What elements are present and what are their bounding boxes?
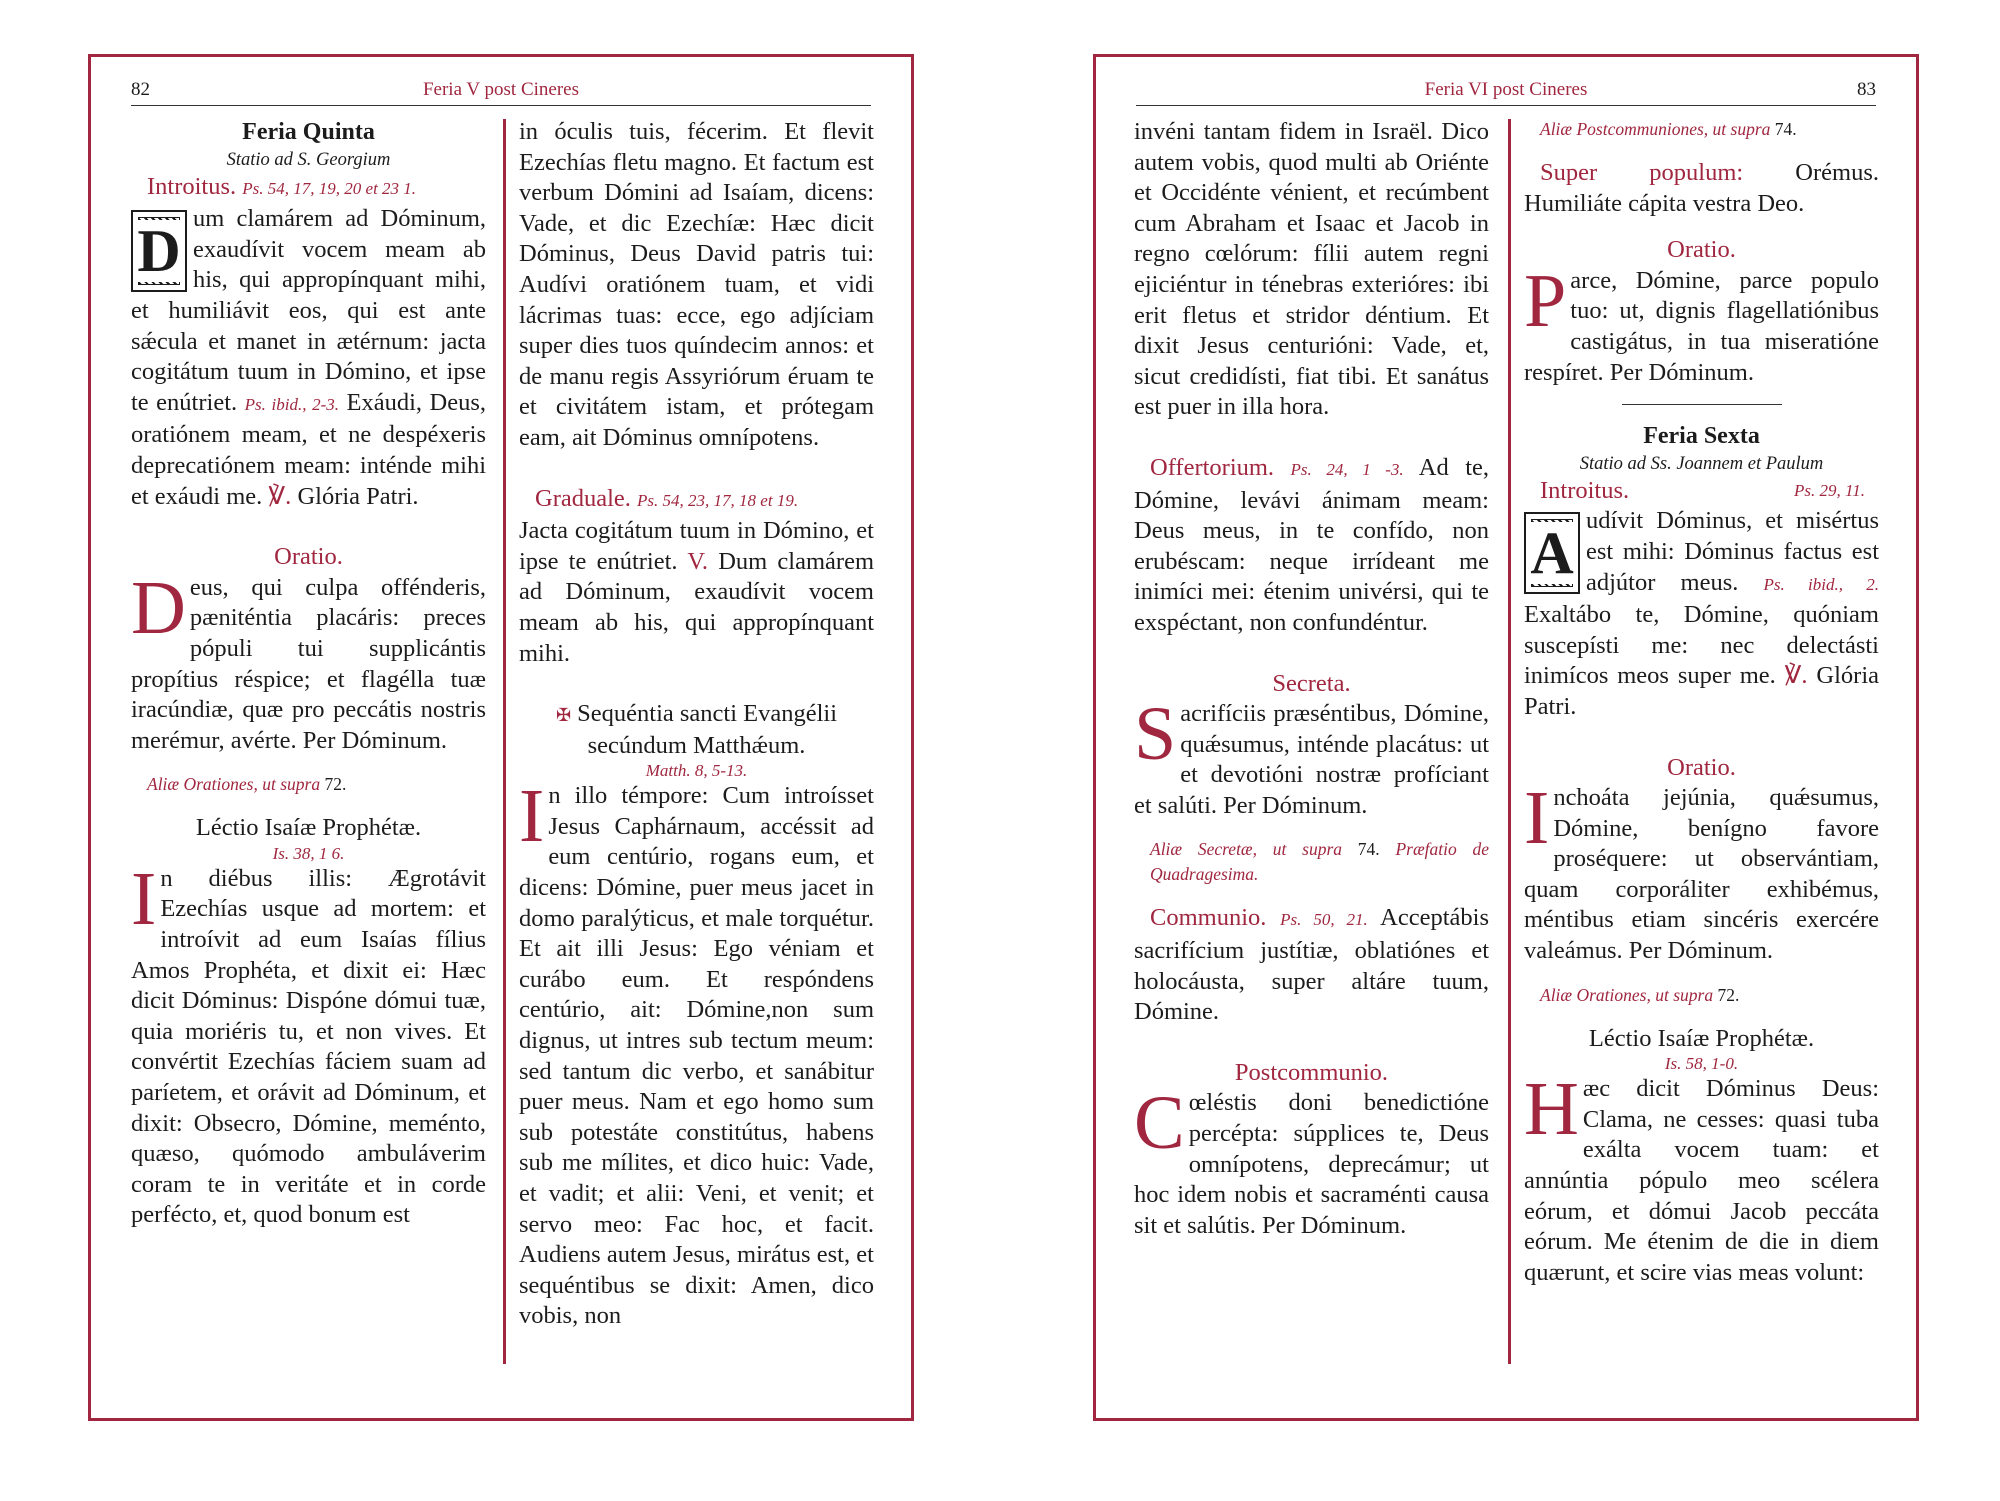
evangelium-ref: Matth. 8, 5-13. <box>645 761 748 781</box>
secreta-text: S acrifíciis præséntibus, Dómine, quǽsumus, inténde placátus: ut et devotióni nostræ profíciant et salúti. Per Dóminum. <box>1134 692 1489 819</box>
column-rule <box>1508 119 1511 1364</box>
drop-cap: H <box>1524 1067 1579 1152</box>
drop-cap: D <box>131 565 186 650</box>
oratio-text: P arce, Dómine, parce populo tuo: ut, dignis flagellatiónibus castigátus, in tua miseratióne respíret. Per Dóminum. <box>1524 258 1879 386</box>
lectio-ref: Is. 38, 1 6. <box>272 843 345 863</box>
right-page <box>1093 54 1919 1421</box>
cross-icon: ✠ <box>555 705 572 726</box>
column-rule <box>503 119 506 1364</box>
oratio-heading-2: Oratio. <box>1667 753 1736 781</box>
feria-title: Feria Quinta <box>242 119 375 145</box>
introitus-text: A udívit Dóminus, et misértus est mihi: Dóminus factus est adjútor meus. Ps. ibid., 2. Exaltábo te, Dómine, quóniam suscepísti me: nec delectásti inimícos meos super me. ℣. Glória Patri. <box>1524 507 1879 720</box>
aliae-note: Aliæ Secretæ, ut supra 74. Præfatio de Quadragesima. <box>1150 839 1490 885</box>
postcommunio-heading: Postcommunio. <box>1234 1058 1389 1086</box>
continued-text: in óculis tuis, fécerim. Et flevit Ezechías fletu magno. Et factum est verbum Dómini ad Isaíam, dicens: Vade, et dic Ezechíæ: Hæc dicit Dóminus, Deus David patris tui: Audívi oratiónem tuam, et vidi lácrimas tuas: ecce, ego adjíciam super dies tuos quíndecim annos: et de manu regis Assyriórum éruam te et civitátem istam, et prótegam eam, ait Dóminus omnípotens. <box>519 118 874 451</box>
right-column-1 <box>1134 117 1489 1241</box>
continued-text: invéni tantam fidem in Israël. Dico autem vobis, quod multi ab Oriénte et Occidénte vénient, et recúmbent cum Abraham et Isaac et Jacob in regno cœlórum: fílii autem regni ejiciéntur in ténebras exterióres: ibi erit fletus et stridor déntium. Et dixit Jesus centurióni: Vade, et, sicut credidísti, fiat tibi. Et sanátus est puer in illa hora. <box>1134 118 1489 421</box>
drop-cap: I <box>131 856 157 941</box>
graduale-text: Jacta cogitátum tuum in Dómino, et ipse te enútriet. V. Dum clamárem ad Dóminum, exaudívit vocem meam ab his, qui appropínquant mihi. <box>519 517 874 667</box>
right-column-2 <box>1524 117 1879 1288</box>
aliae-note: Aliæ Orationes, ut supra 72. <box>1540 984 1740 1005</box>
lectio-text: I n diébus illis: Ægrotávit Ezechías usque ad mortem: et introívit ad eum Isaías fílius Amos Prophéta, et dixit ei: Hæc dicit Dóminus: Dispóne dómui tuæ, quia moriéris tu, et non vives. Et convértit Ezechías fáciem suam ad paríetem, et orávit ad Dóminum, et dixit: Obsecro, Dómine, meménto, quæso, quómodo ambuláverim coram te in veritáte et in corde perfécto, et, quod bonum est <box>131 856 486 1229</box>
offertorium: Offertorium. Ps. 24, 1 -3. Ad te, Dómine, levávi ánimam meam: Deus meus, in te confído, non erubéscam: neque irrídeant me inimíci mei: étenim univérsi, qui te exspéctant, non confundéntur. <box>1134 453 1490 636</box>
running-title: Feria VI post Cineres <box>1424 79 1588 100</box>
running-head <box>1136 75 1876 106</box>
introitus-text: D um clamárem ad Dóminum, exaudívit vocem meam ab his, qui appropínquant mihi, et humiliávit eos, qui est ante sǽcula et manet in ætérnum: jacta cogitátum tuum in Dómino, et ipse te enútriet. Ps. ibid., 2-3. Exáudi, Deus, oratiónem meam, et ne despéxeris deprecatiónem meam: inténde mihi et exáudi me. ℣. Glória Patri. <box>131 205 486 510</box>
ornamental-initial: D <box>131 210 187 292</box>
aliae-note: Aliæ Orationes, ut supra 72. <box>147 774 347 795</box>
lectio-title: Léctio Isaíæ Prophétæ. <box>195 814 422 842</box>
running-title: Feria V post Cineres <box>422 79 580 100</box>
oratio-text: D eus, qui culpa offénderis, pæniténtia placáris: preces pópuli tui supplicántis propítius réspice; et flagélla tuæ iracúndiæ, quæ pro peccátis nostris merémur, avérte. Per Dóminum. <box>131 565 486 754</box>
lectio-title: Léctio Isaíæ Prophétæ. <box>1588 1024 1815 1052</box>
graduale-heading: Graduale. Ps. 54, 23, 17, 18 et 19. <box>535 484 799 512</box>
secreta-heading: Secreta. <box>1272 669 1351 697</box>
oratio-heading: Oratio. <box>274 543 343 571</box>
oratio-heading: Oratio. <box>1667 236 1736 264</box>
statio: Statio ad S. Georgium <box>226 149 391 170</box>
evangelium-title: ✠ Sequéntia sancti Evangélii secúndum Matthǽum. <box>555 700 838 759</box>
feria-title: Feria Sexta <box>1643 423 1760 450</box>
communio: Communio. Ps. 50, 21. Acceptábis sacrifícium justítiæ, oblatiónes et holocáusta, super altáre tuum, Dómine. <box>1134 904 1490 1026</box>
running-head <box>131 75 871 106</box>
left-page <box>88 54 914 1421</box>
drop-cap: I <box>519 774 545 859</box>
oratio-text-2: I nchoáta jejúnia, quǽsumus, Dómine, benígno favore proséquere: ut observántiam, quam corporáliter exhibémus, méntibus etiam sincéris exercére valeámus. Per Dóminum. <box>1524 776 1879 965</box>
aliae-post-note: Aliæ Postcommuniones, ut supra 74. <box>1540 119 1797 139</box>
ornamental-initial: A <box>1524 512 1580 594</box>
page-number: 83 <box>1857 79 1876 100</box>
postcommunio-text: C œléstis doni benedictióne percépta: súpplices te, Deus omnípotens, deprecámur; ut hoc idem nobis et sacraménti causa sit et salútis. Per Dóminum. <box>1134 1081 1489 1239</box>
drop-cap: I <box>1524 776 1550 861</box>
page-number: 82 <box>131 79 150 100</box>
evangelium-text: I n illo témpore: Cum introísset Jesus Caphárnaum, accéssit ad eum centúrio, rogans eum, et dicens: Dómine, puer meus jacet in domo paralýticus, et male torquétur. Et ait illi Jesus: Ego véniam et curábo eum. Et respóndens centúrio, ait: Dómine,non sum dignus, ut intres sub tectum meum: sed tantum dic verbo, et sanábitur puer meus. Nam et ego homo sum sub potestáte constitútus, habens sub me mílites, et dico huic: Vade, et vadit; et alii: Veni, et venit; et servo meo: Fac hoc, et facit. Audiens autem Jesus, mirátus est, et sequéntibus se dixit: Amen, dico vobis, non <box>519 774 874 1330</box>
lectio-ref: Is. 58, 1-0. <box>1664 1054 1739 1074</box>
drop-cap: C <box>1134 1081 1185 1166</box>
lectio-text: H æc dicit Dóminus Deus: Clama, ne cesses: quasi tuba exálta vocem tuam: et annúntia pópulo meo scélera eórum, et dómui Jacob peccáta eórum. Me étenim de die in diem quærunt, et scire vias meas volunt: <box>1524 1067 1879 1286</box>
introitus-heading: Introitus. Ps. 54, 17, 19, 20 et 23 1. <box>147 172 417 200</box>
left-column-1 <box>131 117 486 1231</box>
introitus-heading: Introitus. Ps. 29, 11. <box>1540 476 1865 504</box>
super-populum: Super populum: Orémus. Humiliáte cápita vestra Deo. <box>1524 159 1879 217</box>
drop-cap: S <box>1134 692 1177 777</box>
drop-cap: P <box>1524 258 1567 343</box>
left-column-2 <box>519 117 874 1332</box>
statio: Statio ad Ss. Joannem et Paulum <box>1579 453 1824 474</box>
